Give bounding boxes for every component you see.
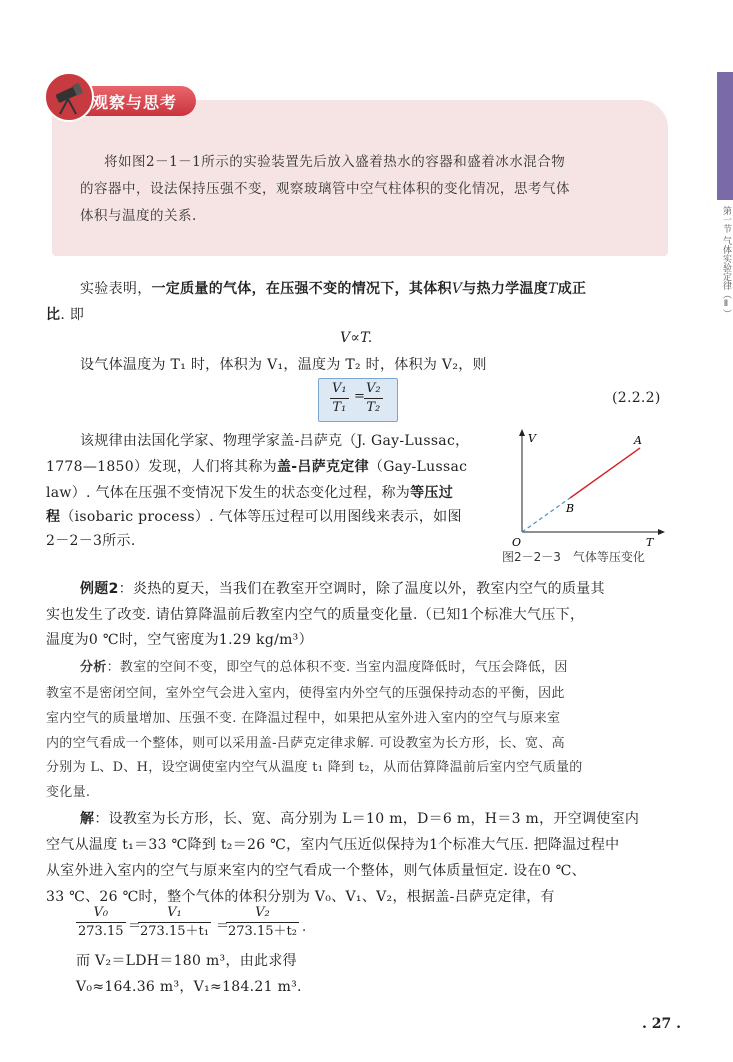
fraction-denominator: T₂ xyxy=(366,400,381,415)
analysis-line-5: 分别为 L、D、H，设空调使室内空气从温度 t₁ 降到 t₂，从而估算降温前后室内空气质量的 xyxy=(46,760,583,775)
t-axis-label: T xyxy=(646,536,654,548)
extrapolated-line xyxy=(522,498,570,532)
analysis-text: ：教室的空间不变，即空气的总体积不变. 当室内温度降低时，气压会降低，因 xyxy=(106,660,568,675)
example-label: 例题2 xyxy=(80,581,119,597)
analysis-line-1 xyxy=(80,656,568,675)
observe-line-2: 的容器中，设法保持压强不变，观察玻璃管中空气柱体积的变化情况，思考气体 xyxy=(80,181,570,197)
v-axis-arrow xyxy=(519,429,525,436)
solution-label: 解 xyxy=(80,811,95,827)
solution-line-6: V₀≈164.36 m³，V₁≈184.21 m³. xyxy=(76,979,302,995)
analysis-line-6: 变化量. xyxy=(46,785,91,800)
law-text: 1778—1850）发现，人们将其称为 xyxy=(46,459,277,475)
page-number: . 27 . xyxy=(642,1016,681,1032)
formula-right-fraction xyxy=(364,380,383,417)
chapter-side-label: 第一节 气体实验定律（Ⅱ） xyxy=(721,206,731,318)
solution-line-3: 从室外进入室内的空气与原来室内的空气看成一个整体，则气体质量恒定. 设在0 ℃、 xyxy=(46,863,586,879)
equation-number: (2.2.2) xyxy=(612,390,661,406)
solution-text: ：设教室为长方形，长、宽、高分别为 L＝10 m，D＝6 m，H＝3 m，开空调使室内 xyxy=(94,811,640,827)
solution-line-4: 33 ℃、26 ℃时，整个气体的体积分别为 V₀、V₁、V₂，根据盖-吕萨克定律，有 xyxy=(46,889,555,905)
telescope-icon xyxy=(44,72,94,122)
equals-2: ＝ xyxy=(216,919,230,934)
v-axis-label: V xyxy=(528,432,536,445)
fraction-denominator: 273.15＋t₂ xyxy=(228,924,297,939)
point-a-label: A xyxy=(634,434,642,447)
example-line-2: 实也发生了改变. 请估算降温前后教室内空气的质量变化量.（已知1个标准大气压下， xyxy=(46,607,585,623)
analysis-line-3: 室内空气的质量增加、压强不变. 在降温过程中，如果把从室外进入室内的空气与原来室 xyxy=(46,711,561,726)
intro-text: 实验表明， xyxy=(80,281,152,297)
chapter-side-tab xyxy=(717,72,733,200)
example-line-1 xyxy=(80,578,605,598)
law-name: 盖-吕萨克定律 xyxy=(276,459,369,475)
analysis-line-2: 教室不是密闭空间，室外空气会进入室内，使得室内外空气的压强保持动态的平衡，因此 xyxy=(46,686,565,701)
observe-line-3: 体积与温度的关系. xyxy=(80,208,197,224)
isobaric-term: 等压过 xyxy=(410,485,454,501)
fraction-v2 xyxy=(226,904,299,941)
solution-line-5: 而 V₂＝LDH＝180 m³，由此求得 xyxy=(76,953,297,969)
fraction-numerator: V₂ xyxy=(226,904,299,923)
fraction-numerator: V₀ xyxy=(76,904,126,923)
law-line-2 xyxy=(46,456,467,476)
fraction-denominator: 273.15＋t₁ xyxy=(140,924,209,939)
fraction-period: . xyxy=(302,920,307,935)
intro-line-2 xyxy=(46,304,84,324)
isobaric-graph xyxy=(506,428,666,548)
fraction-numerator: V₂ xyxy=(364,380,383,399)
fraction-denominator: 273.15 xyxy=(78,924,124,939)
law-statement: 一定质量的气体，在压强不变的情况下，其体积 xyxy=(151,281,452,297)
intro-text: . 即 xyxy=(60,307,85,323)
observe-title: 观察与思考 xyxy=(92,93,178,112)
analysis-label: 分析 xyxy=(80,660,107,675)
setup-line: 设气体温度为 T₁ 时，体积为 V₁，温度为 T₂ 时，体积为 V₂，则 xyxy=(80,357,487,373)
point-b-label: B xyxy=(566,502,575,515)
proportion-formula: V∝T. xyxy=(340,330,373,346)
law-text: （Gay-Lussac xyxy=(368,459,468,475)
intro-line-1 xyxy=(80,278,586,298)
example-line-3: 温度为0 ℃时，空气密度为1.29 kg/m³） xyxy=(46,632,313,648)
law-statement: 成正 xyxy=(557,281,587,297)
law-text: law）. 气体在压强不变情况下发生的状态变化过程，称为 xyxy=(46,485,411,501)
analysis-line-4: 内的空气看成一个整体，则可以采用盖-吕萨克定律求解. 可设教室为长方形，长、宽、高 xyxy=(46,736,565,751)
law-statement: 与热力学温度 xyxy=(462,281,549,297)
law-statement: 比 xyxy=(46,307,61,323)
fraction-v0 xyxy=(76,904,126,941)
fraction-numerator: V₁ xyxy=(330,380,349,399)
solution-line-1 xyxy=(80,808,639,828)
fraction-numerator: V₁ xyxy=(138,904,211,923)
var-v: V xyxy=(451,281,463,297)
solution-line-2: 空气从温度 t₁＝33 ℃降到 t₂＝26 ℃，室内气压近似保持为1个标准大气压. 把降温过程中 xyxy=(46,837,620,853)
isobaric-term: 程 xyxy=(46,509,61,525)
equals-1: ＝ xyxy=(128,919,142,934)
fraction-v1 xyxy=(138,904,211,941)
formula-left-fraction xyxy=(330,380,349,417)
observe-line-1: 将如图2－1－1所示的实验装置先后放入盛着热水的容器和盛着冰水混合物 xyxy=(104,154,566,170)
law-line-3 xyxy=(46,482,453,502)
example-text: ：炎热的夏天，当我们在教室开空调时，除了温度以外，教室内空气的质量其 xyxy=(118,581,605,597)
isobaric-line xyxy=(570,448,640,498)
law-text: （isobaric process）. 气体等压过程可以用图线来表示，如图 xyxy=(60,509,462,525)
graph-caption: 图2－2－3 气体等压变化 xyxy=(502,550,645,564)
law-line-5: 2－2－3所示. xyxy=(46,533,136,549)
fraction-denominator: T₁ xyxy=(332,400,347,415)
law-line-1: 该规律由法国化学家、物理学家盖-吕萨克（J. Gay-Lussac， xyxy=(80,433,470,449)
origin-label: O xyxy=(512,536,522,548)
law-line-4 xyxy=(46,506,462,526)
t-axis-arrow xyxy=(658,529,665,535)
formula-equals: = xyxy=(354,389,365,404)
var-t: T xyxy=(548,281,558,297)
